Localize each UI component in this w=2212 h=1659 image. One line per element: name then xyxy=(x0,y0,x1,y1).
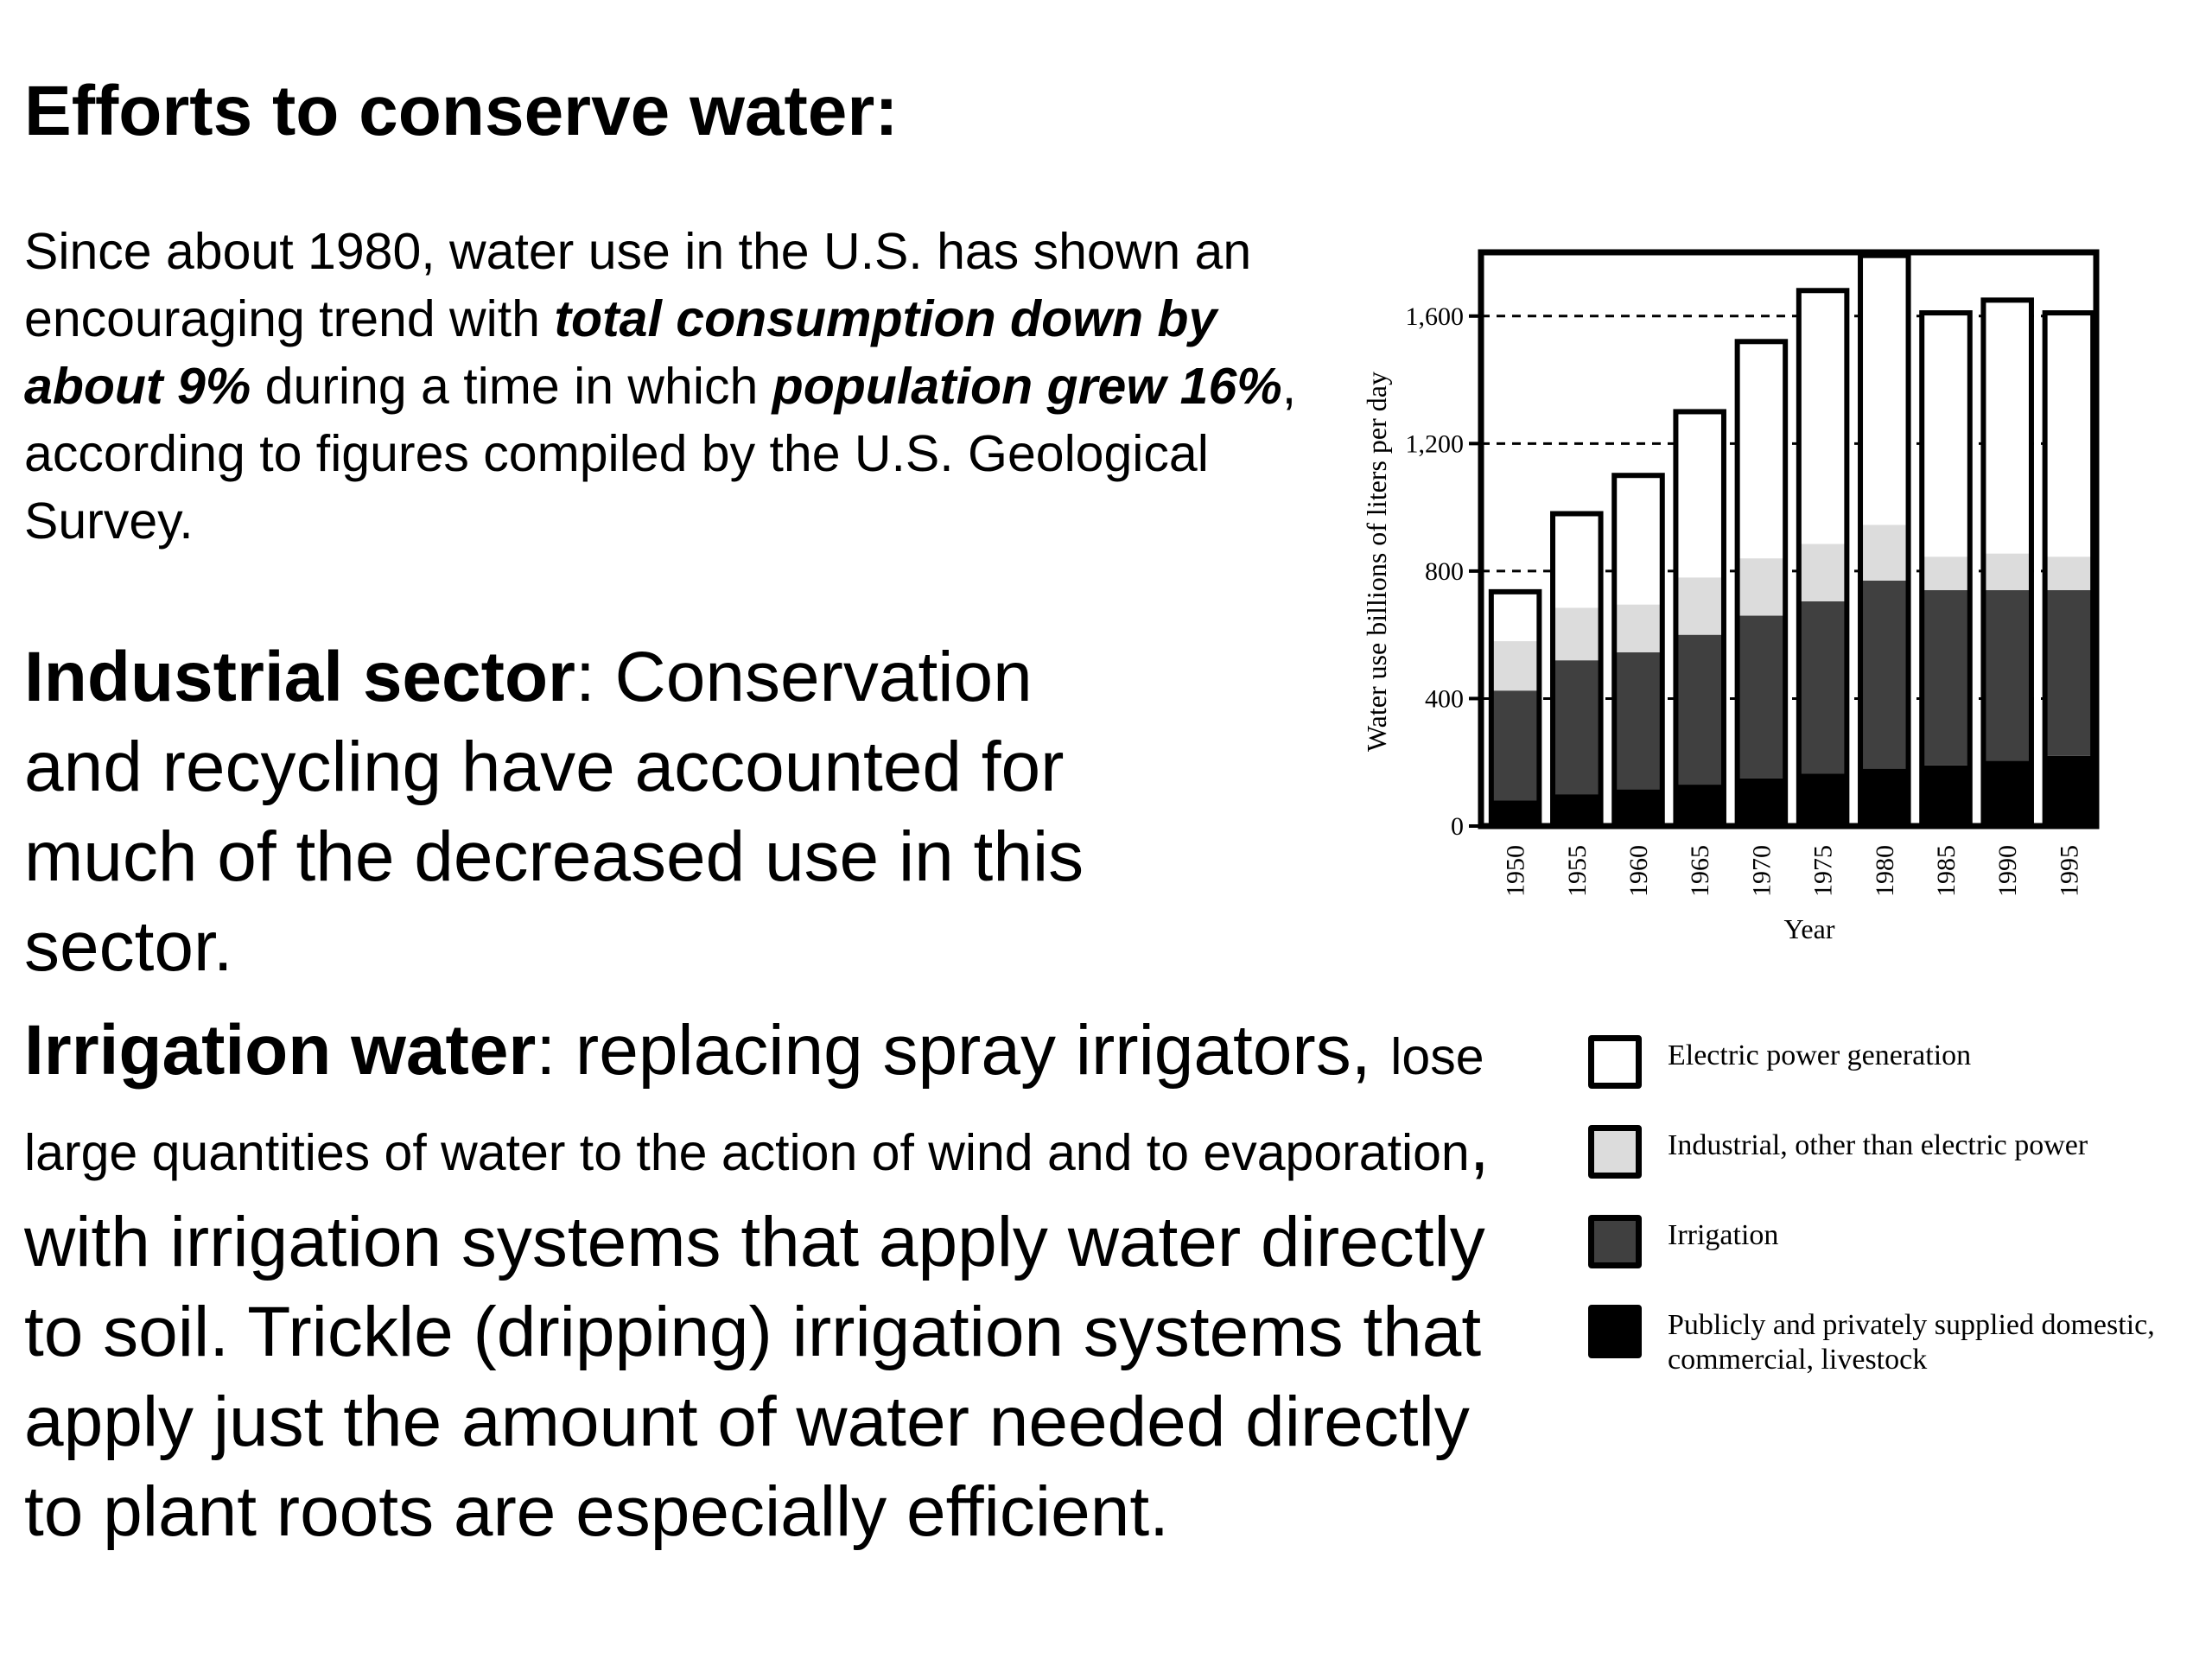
x-tick-label-1975: 1975 xyxy=(1808,845,1838,897)
bar-1955-segment-0 xyxy=(1553,794,1601,826)
x-tick-label-1990: 1990 xyxy=(1993,845,2023,897)
bar-1975-segment-0 xyxy=(1799,773,1847,826)
x-tick-label-1950: 1950 xyxy=(1501,845,1530,897)
bar-1965-segment-2 xyxy=(1675,577,1724,634)
bar-1980-segment-2 xyxy=(1860,524,1909,581)
legend-swatch-electric-power xyxy=(1588,1035,1642,1089)
bar-1955-segment-1 xyxy=(1553,660,1601,794)
x-tick-label-1960: 1960 xyxy=(1624,845,1653,897)
bar-1975-segment-2 xyxy=(1799,544,1847,601)
intro-emphasis-population: population grew 16% xyxy=(772,358,1282,415)
bar-1985-segment-3 xyxy=(1922,313,1970,556)
industrial-sector-paragraph xyxy=(24,632,1147,992)
intro-text-2: during a time in which xyxy=(251,358,772,415)
legend-swatch-domestic xyxy=(1588,1305,1642,1358)
bar-1990-segment-0 xyxy=(1983,760,2031,826)
irrigation-text-1: : replacing spray irrigators, xyxy=(536,1011,1391,1090)
y-tick-label-0: 0 xyxy=(1451,812,1464,841)
legend-label-domestic: Publicly and privately supplied domestic, commercial, livestock xyxy=(1668,1309,2155,1376)
bar-1960-segment-2 xyxy=(1614,605,1662,652)
bar-1965-segment-0 xyxy=(1675,785,1724,826)
y-tick-label-1200: 1,200 xyxy=(1405,429,1464,459)
intro-text-3: , according to figures compiled by the U.S. Geological Survey. xyxy=(24,358,1297,550)
bar-1990-segment-2 xyxy=(1983,554,2031,590)
bar-1975-segment-3 xyxy=(1799,290,1847,543)
chart-y-axis-label: Water use billions of liters per day xyxy=(1361,372,1392,752)
chart-y-ticks xyxy=(1406,302,1482,841)
legend-swatch-irrigation xyxy=(1588,1215,1642,1268)
x-tick-label-1995: 1995 xyxy=(2055,845,2084,897)
bar-1980-segment-3 xyxy=(1860,256,1909,525)
y-tick-label-400: 400 xyxy=(1425,684,1464,714)
irrigation-text-2: , with irrigation systems that apply water directly to soil. Trickle (dripping) irrigation systems that apply just the amount of water needed directly to plant roots are especially efficient. xyxy=(24,1107,1490,1551)
legend-label-electric-power: Electric power generation xyxy=(1668,1039,1972,1071)
x-tick-label-1955: 1955 xyxy=(1562,845,1592,897)
bar-1955-segment-2 xyxy=(1553,607,1601,660)
slide-title: Efforts to conserve water: xyxy=(24,72,899,150)
legend-label-industrial: Industrial, other than electric power xyxy=(1668,1129,2088,1161)
bar-1980-segment-0 xyxy=(1860,769,1909,826)
irrigation-text-small: lose large quantities of water to the action of wind and to evaporation xyxy=(24,1028,1484,1181)
bar-1995-segment-2 xyxy=(2045,556,2094,590)
bar-1990-segment-3 xyxy=(1983,300,2031,553)
legend-item-domestic xyxy=(1581,1298,2203,1402)
legend-label-irrigation: Irrigation xyxy=(1668,1219,1779,1251)
irrigation-water-paragraph xyxy=(24,1006,1510,1557)
chart-x-axis-label: Year xyxy=(1783,913,1835,944)
chart-bars xyxy=(1491,256,2093,826)
bar-1985-segment-1 xyxy=(1922,590,1970,766)
bar-1960-segment-0 xyxy=(1614,790,1662,826)
bar-1990-segment-1 xyxy=(1983,590,2031,760)
bar-1960-segment-3 xyxy=(1614,475,1662,604)
bar-1965-segment-1 xyxy=(1675,635,1724,785)
y-tick-label-1600: 1,600 xyxy=(1405,302,1464,331)
intro-paragraph xyxy=(24,218,1312,555)
x-tick-label-1980: 1980 xyxy=(1870,845,1899,897)
bar-1955-segment-3 xyxy=(1553,513,1601,607)
bar-1980-segment-1 xyxy=(1860,581,1909,769)
bar-1960-segment-1 xyxy=(1614,652,1662,790)
y-tick-label-800: 800 xyxy=(1425,556,1464,586)
bar-1985-segment-0 xyxy=(1922,766,1970,826)
bar-1950-segment-0 xyxy=(1491,800,1540,826)
bar-1970-segment-1 xyxy=(1738,616,1786,779)
intro-emphasis-consumption: total consumption down by about 9% xyxy=(24,290,1217,415)
irrigation-water-heading: Irrigation water xyxy=(24,1011,537,1090)
bar-1995-segment-1 xyxy=(2045,590,2094,756)
legend-item-irrigation xyxy=(1581,1208,2203,1298)
bar-1950-segment-2 xyxy=(1491,641,1540,690)
chart-x-ticks xyxy=(1502,845,2084,897)
bar-1985-segment-2 xyxy=(1922,556,1970,590)
bar-1995-segment-0 xyxy=(2045,756,2094,826)
bar-1950-segment-3 xyxy=(1491,592,1540,641)
x-tick-label-1985: 1985 xyxy=(1932,845,1961,897)
chart-legend xyxy=(1581,1028,2203,1402)
intro-text-1: Since about 1980, water use in the U.S. has shown an encouraging trend with xyxy=(24,223,1252,347)
bar-1970-segment-0 xyxy=(1738,779,1786,826)
bar-1975-segment-1 xyxy=(1799,601,1847,773)
bar-1995-segment-3 xyxy=(2045,313,2094,556)
bar-1970-segment-2 xyxy=(1738,558,1786,615)
legend-item-industrial xyxy=(1581,1118,2203,1208)
water-use-chart xyxy=(1348,233,2143,950)
x-tick-label-1965: 1965 xyxy=(1686,845,1715,897)
x-tick-label-1970: 1970 xyxy=(1747,845,1777,897)
bar-1965-segment-3 xyxy=(1675,411,1724,577)
legend-swatch-industrial xyxy=(1588,1125,1642,1179)
bar-1970-segment-3 xyxy=(1738,341,1786,558)
industrial-sector-text: : Conservation and recycling have accounted for much of the decreased use in this sector. xyxy=(24,638,1084,986)
industrial-sector-heading: Industrial sector xyxy=(24,638,575,716)
bar-1950-segment-1 xyxy=(1491,690,1540,800)
legend-item-electric-power xyxy=(1581,1028,2203,1118)
